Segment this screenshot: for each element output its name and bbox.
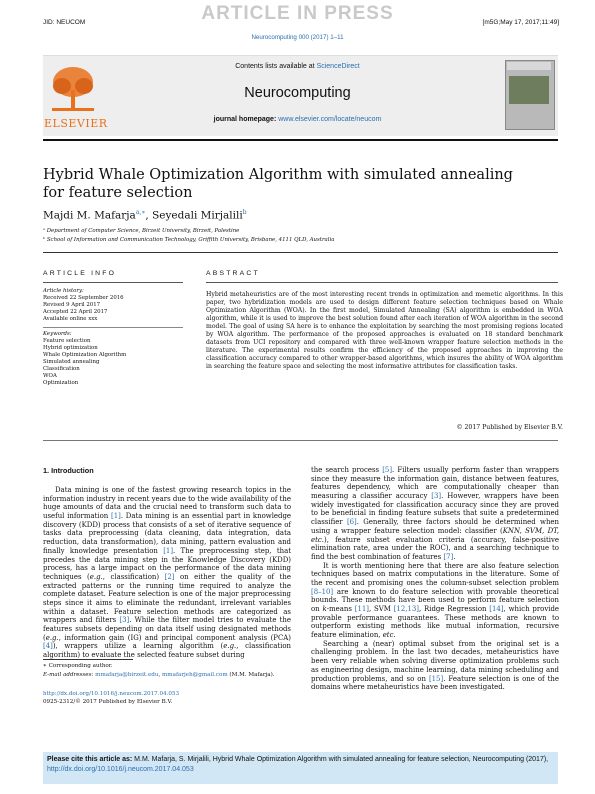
intro-paragraph-1: Data mining is one of the fastest growing research topics in the information industry in recent years due to the wide availability of the huge amounts of data and the crucial need to transform such data to useful information [1]. Data mining is an essential part in knowledge discovery (KDD) process that consists of a set of iterative sequence of tasks data preprocessing (data cleaning, data integration, data reduction, data transformation), data mining, pattern evaluation and finally knowledge presentation [1]. The preprocessing step, that precedes the data mining step in the Knowledge Discovery (KDD) process, has a large impact on the performance of the data mining techniques (e.g., classification) [2] on either the quality of the extracted patterns or the running time required to analyze the complete dataset. Feature selection is one of the major preprocessing steps since it aims to eliminate the redundant, irrelevant variables within a dataset. Feature selection methods are categorized as wrappers and filters [3]. While the filter model tries to evaluate the features subsets depending on data itself using designated methods (e.g., information gain (IG) and principal component analysis (PCA) [4]), wrappers utilize a learning algorithm (e.g., classification algorithm) to evaluate the selected feature subset during: [43, 486, 292, 660]
journal-name: Neurocomputing: [244, 85, 351, 101]
keyword-item: Classification: [43, 366, 80, 372]
intro-paragraph-1-cont: the search process [5]. Filters usually perform faster than wrappers since they measure the information gain, distance between features, features dependency, which are computationally cheaper than measuring a classifier accuracy [3]. However, wrappers have been widely investigated for classification accuracy since they are proved to be beneficial in finding feature subsets that suite a predetermined classifier [6]. Generally, three factors should be determined when using a wrapper feature selection model: classifier (KNN, SVM, DT, etc.), feature subset evaluation criteria (accuracy, false-positive elimination rate, area under the ROC), and a searching technique to find the best combination of features [7].: [311, 466, 559, 561]
homepage-prefix: journal homepage:: [213, 116, 279, 123]
citation-1[interactable]: [1]: [111, 512, 121, 521]
citation-5[interactable]: [5]: [382, 466, 393, 474]
cite-doi-link[interactable]: http://dx.doi.org/10.1016/j.neucom.2017.04.053: [47, 766, 194, 773]
article-info-rule: [43, 282, 183, 283]
affiliation-b: ᵇ School of Information and Communication Technology, Griffith University, Brisbane, 4111 QLD, Australia: [43, 237, 335, 243]
aip-banner-text: ARTICLE IN PRESS: [201, 3, 394, 24]
author-2[interactable]: Seyedali Mirjalili: [152, 209, 243, 222]
history-label: Article history:: [43, 288, 84, 294]
article-info: [43, 288, 183, 387]
citation-11[interactable]: [11]: [354, 605, 369, 613]
masthead-rule: [43, 139, 558, 141]
author-1[interactable]: Majdi M. Mafarja: [43, 209, 136, 222]
footnote-emails: [43, 672, 313, 679]
keywords-label: Keywords:: [43, 331, 72, 337]
cover-image: [509, 76, 549, 104]
email-link-2[interactable]: mmafarjeh@gmail.com: [162, 672, 228, 678]
issn-line: 0925-2312/© 2017 Published by Elsevier B.V.: [43, 699, 173, 705]
cite-label: Please cite this article as:: [47, 756, 135, 763]
citation-4[interactable]: [4]: [43, 642, 53, 651]
citation-6[interactable]: [6]: [346, 518, 357, 527]
citation-12-13[interactable]: [12,13]: [393, 605, 419, 613]
author-2-marker[interactable]: b: [242, 209, 247, 216]
keyword-item: Simulated annealing: [43, 359, 100, 365]
email-link-1[interactable]: mmafarja@birzeit.edu: [95, 672, 159, 678]
homepage-link[interactable]: www.elsevier.com/locate/neucom: [278, 116, 382, 123]
cite-reference: M.M. Mafarja, S. Mirjalili, Hybrid Whale Optimization Algorithm with simulated annealing for feature selection, Neurocomputing (2017),: [134, 756, 549, 763]
citation-2[interactable]: [2]: [164, 572, 175, 581]
doi-link[interactable]: http://dx.doi.org/10.1016/j.neucom.2017.04.053: [43, 691, 180, 697]
journal-id: JID: NEUCOM: [43, 19, 86, 26]
citation-7[interactable]: [7]: [443, 552, 454, 561]
article-info-heading: ARTICLE INFO: [43, 270, 117, 277]
affiliation-a: ᵃ Department of Computer Science, Birzeit University, Birzeit, Palestine: [43, 228, 240, 234]
citation-3[interactable]: [3]: [431, 492, 442, 501]
keyword-item: Hybrid optimization: [43, 345, 98, 351]
keyword-item: WOA: [43, 373, 57, 379]
sciencedirect-link[interactable]: ScienceDirect: [316, 63, 360, 70]
keyword-item: Feature selection: [43, 338, 91, 344]
history-received: Received 22 September 2016: [43, 295, 124, 301]
build-stamp: [m5G;May 17, 2017;11:49]: [482, 19, 559, 26]
citation-3[interactable]: [3]: [119, 616, 130, 625]
citation-8-10[interactable]: [8–10]: [311, 587, 334, 596]
abstract-text: Hybrid metaheuristics are of the most interesting recent trends in optimization and memetic algorithms. In this paper, two hybridization models are used to design different feature selection techniques based on Whale Optimization Algorithm (WOA). In the first model, Simulated Annealing (SA) algorithm is embedded in WOA algorithm, while it is used to improve the best solution found after each iteration of WOA algorithm in the second model. The goal of using SA here is to enhance the exploitation by searching the most promising regions located by WOA algorithm. The performance of the proposed approaches is evaluated on 18 standard benchmark datasets from UCI repository and compared with three well-known wrapper feature selection methods in the literature. The experimental results confirm the efficiency of the proposed approaches in improving the classification accuracy compared to other wrapper-based algorithms, which insures the ability of WOA algorithm in searching the feature space and selecting the most informative attributes for classification tasks.: [206, 291, 563, 371]
citation-14[interactable]: [14]: [489, 605, 504, 613]
contents-prefix: Contents lists available at: [235, 63, 317, 70]
cite-this-article-text: [47, 755, 555, 775]
front-matter-rule: [43, 252, 558, 253]
author-1-marker[interactable]: a,∗: [135, 209, 146, 216]
keywords-rule: [43, 327, 183, 328]
author-separator: ,: [145, 209, 153, 222]
cover-title-band: [507, 62, 551, 70]
footnote-rule: [43, 659, 133, 660]
email-label: E-mail addresses:: [43, 672, 96, 678]
citation-1[interactable]: [1]: [163, 546, 174, 555]
abstract-heading: ABSTRACT: [206, 270, 260, 277]
keyword-item: Whale Optimization Algorithm: [43, 352, 127, 358]
keyword-item: Optimization: [43, 380, 79, 386]
history-revised: Revised 9 April 2017: [43, 302, 101, 308]
section-heading-introduction: 1. Introduction: [43, 466, 94, 475]
intro-paragraph-3: Searching a (near) optimal subset from the original set is a challenging problem. In the last two decades, metaheuristics have been very reliable when solving diverse optimization problems such as engineering design, machine learning, data mining scheduling and production problems, and so on [15]. Feature selection is one of the domains where metaheuristics have been investigated.: [311, 639, 559, 692]
citation-15[interactable]: [15]: [428, 674, 444, 683]
body-column-left: [43, 486, 291, 660]
abstract-bottom-rule: [43, 440, 558, 441]
author-line: [43, 209, 247, 222]
email-separator: ,: [158, 672, 162, 678]
body-column-right: [311, 466, 559, 692]
publisher-name[interactable]: ELSEVIER: [44, 117, 108, 130]
footnote-corresponding: ∗ Corresponding author.: [43, 663, 113, 669]
history-accepted: Accepted 22 April 2017: [43, 309, 108, 315]
history-online: Available online xxx: [43, 316, 98, 322]
intro-paragraph-2: It is worth mentioning here that there are also feature selection techniques based on matrix computations in the literature. Some of the recent and promising ones the column-subset selection problem [8–10] are known to do feature selection with provable theoretical bounds. These methods have been used to perform feature selection on k-means [11], SVM [12,13], Ridge Regression [14], which provide provable performance guarantees. These methods are known to outperform existing methods like mutual information, recursive feature elimination, etc.: [311, 561, 560, 640]
abstract-rule: [206, 282, 558, 283]
journal-cite-line[interactable]: Neurocomputing 000 (2017) 1–11: [251, 34, 344, 41]
article-title: Hybrid Whale Optimization Algorithm with simulated annealing for feature selection: [43, 167, 513, 201]
email-suffix: (M.M. Mafarja).: [227, 672, 275, 678]
abstract-copyright: © 2017 Published by Elsevier B.V.: [456, 424, 563, 431]
